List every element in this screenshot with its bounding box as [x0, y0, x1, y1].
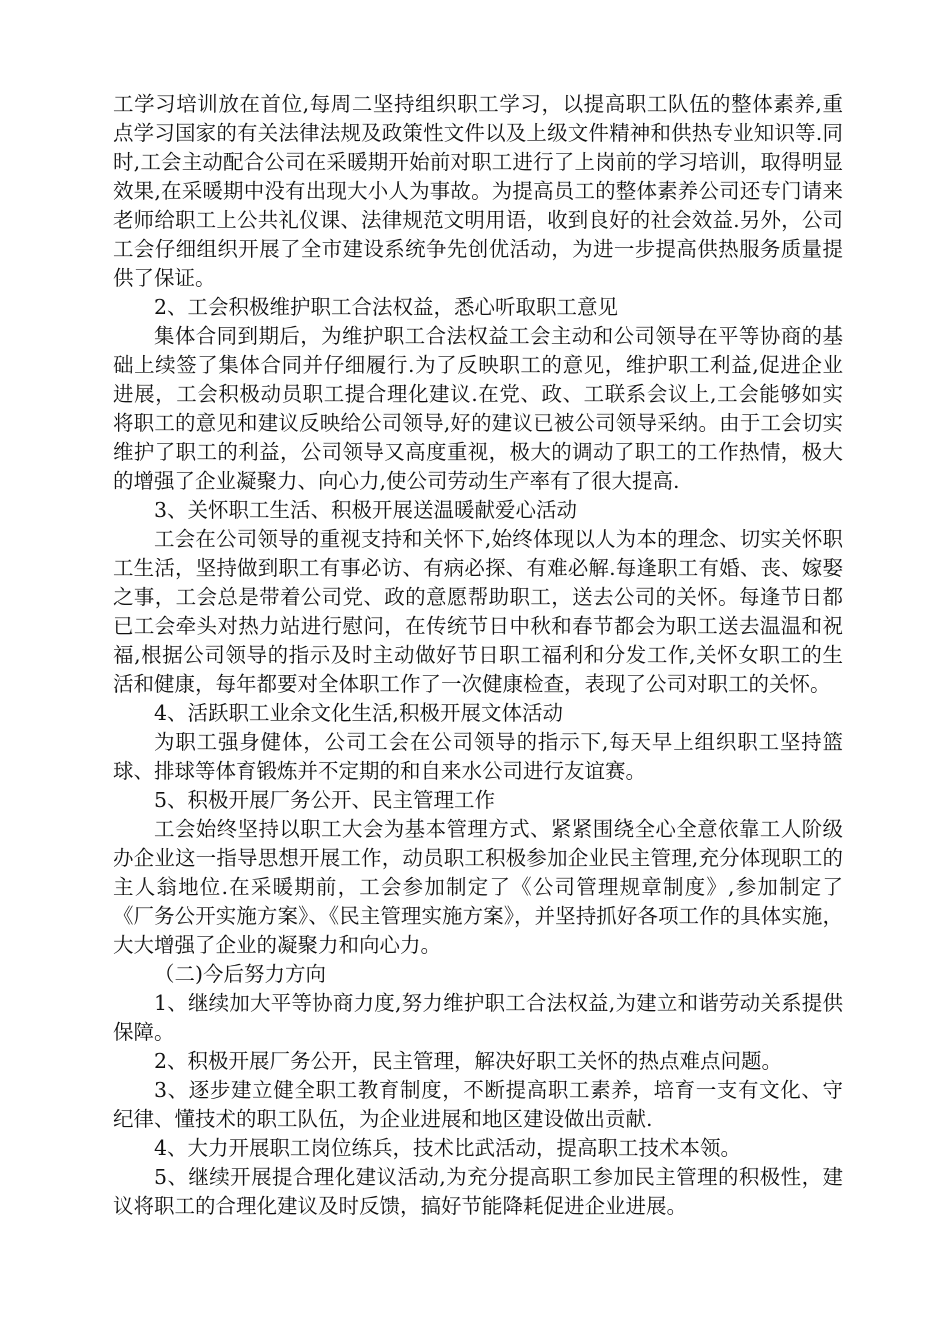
heading-future-direction: （二)今后努力方向 [154, 962, 326, 986]
paragraph-training-continued: 工学习培训放在首位,每周二坚持组织职工学习，以提高职工队伍的整体素养,重点学习国家的有关法律法规及政策性文件以及上级文件精神和供热专业知识等.同时,工会主动配合公司在采暖期开始前对职工进行了上岗前的学习培训，取得明显效果,在采暖期中没有出现大小人为事故。为提高员工的整体素养公司还专门请来老师给职工上公共礼仪课、法律规范文明用语，收到良好的社会效益.另外，公司工会仔细组织开展了全市建设系统争先创优活动，为进一步提高供热服务质量提供了保证。 [113, 92, 843, 290]
paragraph-care-activities: 工会在公司领导的重视支持和关怀下,始终体现以人为本的理念、切实关怀职工生活，坚持做到职工有事必访、有病必探、有难必解.每逢职工有婚、丧、嫁娶之事，工会总是带着公司党、政的意愿帮助职工，送去公司的关怀。每逢节日都已工会牵头对热力站进行慰问，在传统节日中秋和春节都会为职工送去温温和祝福,根据公司领导的指示及时主动做好节日职工福利和分发工作,关怀女职工的生活和健康，每年都要对全体职工作了一次健康检查，表现了公司对职工的关怀。 [113, 527, 843, 696]
paragraph-cultural-activities: 为职工强身健体，公司工会在公司领导的指示下,每天早上组织职工坚持篮球、排球等体育锻炼并不定期的和自来水公司进行友谊赛。 [113, 730, 843, 783]
heading-cultural-activities: 4、活跃职工业余文化生活,积极开展文体活动 [154, 701, 564, 725]
heading-rights-protection: 2、工会积极维护职工合法权益，悉心听取职工意见 [154, 295, 619, 319]
heading-care-activities: 3、关怀职工生活、积极开展送温暖献爱心活动 [154, 498, 578, 522]
paragraph-open-management: 工会始终坚持以职工大会为基本管理方式、紧紧围绕全心全意依靠工人阶级办企业这一指导思想开展工作，动员职工积极参加企业民主管理,充分体现职工的主人翁地位.在采暖期前，工会参加制定了《公司管理规章制度》,参加制定了《厂务公开实施方案》、《民主管理实施方案》，并坚持抓好各项工作的具体实施，大大增强了企业的凝聚力和向心力。 [113, 817, 843, 957]
heading-open-management: 5、积极开展厂务公开、民主管理工作 [154, 788, 496, 812]
list-item-future-4: 4、大力开展职工岗位练兵，技术比武活动，提高职工技术本领。 [154, 1136, 742, 1160]
list-item-future-5: 5、继续开展提合理化建议活动,为充分提高职工参加民主管理的积极性，建议将职工的合理化建议及时反馈，搞好节能降耗促进企业进展。 [113, 1165, 843, 1218]
list-item-future-1: 1、继续加大平等协商力度,努力维护职工合法权益,为建立和谐劳动关系提供保障。 [113, 991, 843, 1044]
document-page [113, 90, 843, 1221]
list-item-future-3: 3、逐步建立健全职工教育制度，不断提高职工素养，培育一支有文化、守纪律、懂技术的职工队伍，为企业进展和地区建设做出贡献. [113, 1078, 843, 1131]
list-item-future-2: 2、积极开展厂务公开，民主管理，解决好职工关怀的热点难点问题。 [154, 1049, 783, 1073]
paragraph-collective-contract: 集体合同到期后，为维护职工合法权益工会主动和公司领导在平等协商的基础上续签了集体合同并仔细履行.为了反映职工的意见，维护职工利益,促进企业进展，工会积极动员职工提合理化建议.在党、政、工联系会议上,工会能够如实将职工的意见和建议反映给公司领导,好的建议已被公司领导采纳。由于工会切实维护了职工的利益，公司领导又高度重视，极大的调动了职工的工作热情，极大的增强了企业凝聚力、向心力,使公司劳动生产率有了很大提高. [113, 324, 843, 493]
